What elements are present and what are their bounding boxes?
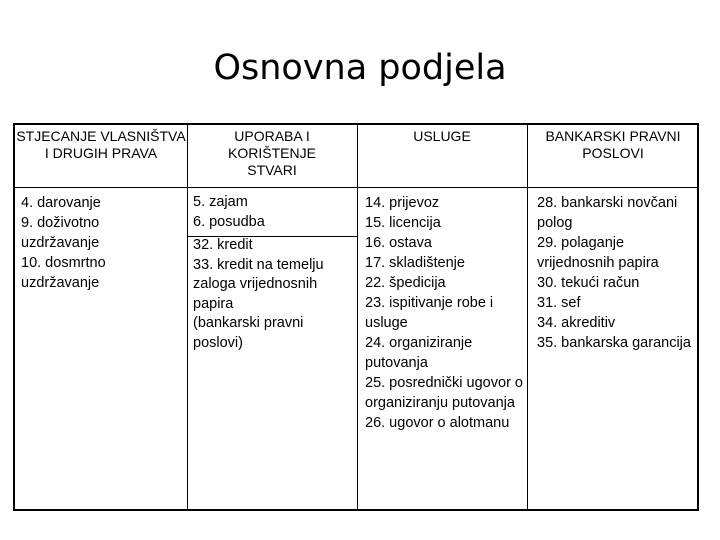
list-item: 10. dosmrtno uzdržavanje bbox=[21, 255, 106, 291]
list-item: 29. polaganje vrijednosnih papira bbox=[537, 235, 659, 271]
column-header-usluge: USLUGE bbox=[413, 128, 471, 144]
list-item: 4. darovanje bbox=[21, 195, 101, 211]
list-item: 35. bankarska garancija bbox=[537, 335, 691, 351]
list-item: (bankarski pravni poslovi) bbox=[193, 315, 304, 351]
column-list-bankarski bbox=[537, 193, 695, 353]
list-item: 34. akreditiv bbox=[537, 315, 616, 331]
list-item: 25. posrednički ugovor o organiziranju putovanja bbox=[365, 375, 523, 411]
list-item: 33. kredit na temelju zaloga vrijednosnih papira bbox=[193, 256, 324, 312]
list-item: 6. posudba bbox=[193, 213, 265, 230]
column-divider bbox=[527, 125, 528, 509]
list-item: 9. doživotno uzdržavanje bbox=[21, 215, 100, 251]
classification-table bbox=[13, 123, 699, 511]
list-item: 14. prijevoz bbox=[365, 195, 440, 211]
list-item: 23. ispitivanje robe i usluge bbox=[365, 295, 494, 331]
list-item: 26. ugovor o alotmanu bbox=[365, 415, 510, 431]
column-divider bbox=[187, 125, 188, 509]
column-divider bbox=[357, 125, 358, 509]
column-header-bankarski: BANKARSKI PRAVNI POSLOVI bbox=[545, 128, 681, 161]
column-list-stjecanje bbox=[21, 193, 181, 293]
list-item: 30. tekući račun bbox=[537, 275, 640, 291]
list-item: 16. ostava bbox=[365, 235, 432, 251]
column-list-uporaba bbox=[193, 193, 353, 353]
list-item: 32. kredit bbox=[193, 237, 253, 253]
column-list-usluge bbox=[365, 193, 523, 433]
header-divider bbox=[15, 187, 697, 188]
list-item: 22. špedicija bbox=[365, 275, 446, 291]
list-item: 28. bankarski novčani polog bbox=[537, 195, 678, 231]
column-header-stjecanje: STJECANJE VLASNIŠTVA I DRUGIH PRAVA bbox=[16, 128, 186, 161]
list-item: 17. skladištenje bbox=[365, 255, 465, 271]
list-item: 31. sef bbox=[537, 295, 581, 311]
list-item: 24. organiziranje putovanja bbox=[365, 335, 473, 371]
column-header-uporaba: UPORABA I KORIŠTENJE STVARI bbox=[228, 128, 316, 178]
slide-title: Osnovna podjela bbox=[213, 48, 507, 88]
list-item: 5. zajam bbox=[193, 194, 248, 210]
list-item: 15. licencija bbox=[365, 215, 441, 231]
